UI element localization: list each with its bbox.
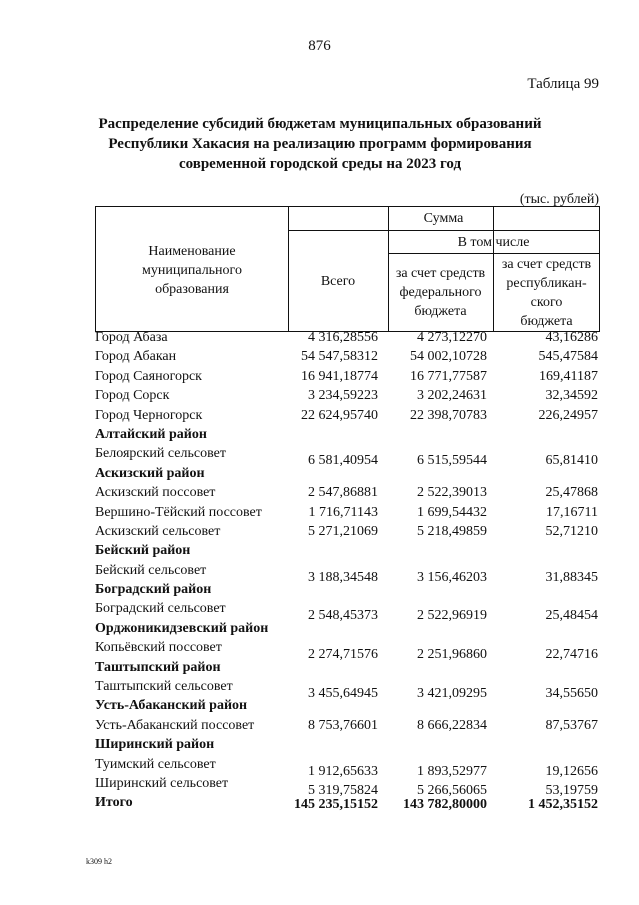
row-name: Аскизский сельсовет bbox=[95, 523, 221, 539]
district-row bbox=[95, 582, 615, 601]
row-name: Таштыпский сельсовет bbox=[95, 679, 233, 695]
row-name: Город Черногорск bbox=[95, 407, 203, 423]
table-row bbox=[95, 775, 615, 798]
row-name: Город Абаза bbox=[95, 330, 168, 345]
row-republic-value: 43,16286 bbox=[545, 330, 598, 345]
row-name: Туимский сельсовет bbox=[95, 756, 216, 772]
row-republic-value: 32,34592 bbox=[545, 388, 598, 404]
row-federal-value: 3 202,24631 bbox=[417, 388, 487, 404]
row-total-value: 1 716,71143 bbox=[308, 504, 378, 520]
header-text: федерального bbox=[399, 285, 482, 300]
units-label: (тыс. рублей) bbox=[519, 192, 599, 207]
row-name: Боградский район bbox=[95, 582, 212, 598]
header-text: за счет средств bbox=[501, 256, 592, 272]
row-federal-value: 1 893,52977 bbox=[417, 763, 487, 779]
row-federal-value: 2 251,96860 bbox=[417, 647, 487, 663]
row-republic-value: 34,55650 bbox=[545, 686, 598, 702]
row-federal-value: 3 421,09295 bbox=[417, 686, 487, 702]
row-total-value: 22 624,95740 bbox=[301, 407, 378, 423]
row-federal-value: 22 398,70783 bbox=[410, 407, 487, 423]
header-federal bbox=[388, 254, 493, 331]
table-row bbox=[95, 756, 615, 779]
row-total-value: 4 316,28556 bbox=[308, 330, 378, 345]
row-total-value: 8 753,76601 bbox=[308, 717, 378, 733]
header-text: за счет средств bbox=[395, 266, 486, 281]
header-sum: Сумма bbox=[423, 211, 464, 226]
row-total-value: 6 581,40954 bbox=[308, 453, 378, 469]
row-federal-value: 143 782,80000 bbox=[403, 797, 487, 813]
header-including: В том числе bbox=[457, 234, 530, 250]
district-row bbox=[95, 427, 615, 446]
row-name: Алтайский район bbox=[95, 426, 207, 442]
row-name: Ширинский район bbox=[95, 737, 215, 753]
table-row bbox=[95, 640, 615, 663]
row-federal-value: 16 771,77587 bbox=[410, 368, 487, 384]
table-row bbox=[95, 369, 615, 388]
table-row bbox=[95, 718, 615, 737]
table-row bbox=[95, 388, 615, 407]
row-republic-value: 25,47868 bbox=[545, 485, 598, 501]
row-federal-value: 4 273,12270 bbox=[417, 330, 487, 345]
row-republic-value: 25,48454 bbox=[545, 608, 598, 624]
row-total-value: 3 234,59223 bbox=[308, 388, 378, 404]
row-republic-value: 52,71210 bbox=[545, 523, 598, 539]
row-total-value: 5 319,75824 bbox=[308, 782, 378, 798]
table-row bbox=[95, 679, 615, 702]
row-total-value: 145 235,15152 bbox=[294, 797, 378, 813]
row-federal-value: 6 515,59544 bbox=[417, 453, 487, 469]
row-name: Город Абакан bbox=[95, 349, 177, 365]
row-republic-value: 17,16711 bbox=[546, 504, 598, 520]
row-name: Аскизский поссовет bbox=[95, 485, 216, 501]
district-row bbox=[95, 621, 615, 640]
row-republic-value: 19,12656 bbox=[545, 763, 598, 779]
row-name: Белоярский сельсовет bbox=[95, 446, 226, 462]
header-text: Наименование bbox=[148, 243, 236, 259]
table-title bbox=[60, 114, 580, 174]
row-total-value: 1 912,65633 bbox=[308, 763, 378, 779]
row-federal-value: 5 218,49859 bbox=[417, 523, 487, 539]
row-name: Орджоникидзевский район bbox=[95, 620, 269, 636]
title-line: Распределение субсидий бюджетам муниципальных образований bbox=[98, 116, 542, 132]
header-text: бюджета bbox=[520, 313, 573, 329]
row-name: Боградский сельсовет bbox=[95, 601, 226, 617]
row-total-value: 2 547,86881 bbox=[308, 485, 378, 501]
row-name: Усть-Абаканский поссовет bbox=[95, 717, 255, 733]
district-row bbox=[95, 466, 615, 485]
footer-code: k309 h2 bbox=[86, 857, 112, 866]
row-republic-value: 65,81410 bbox=[545, 453, 598, 469]
row-federal-value: 2 522,96919 bbox=[417, 608, 487, 624]
table-row bbox=[95, 485, 615, 504]
row-republic-value: 545,47584 bbox=[538, 349, 598, 365]
row-name: Копьёвский поссовет bbox=[95, 640, 222, 656]
title-line: Республики Хакасия на реализацию программ формирования bbox=[108, 136, 532, 152]
total-row bbox=[95, 795, 615, 814]
row-federal-value: 8 666,22834 bbox=[417, 717, 487, 733]
row-name: Таштыпский район bbox=[95, 659, 221, 675]
header-republic bbox=[494, 254, 599, 331]
table-row bbox=[95, 349, 615, 368]
table-row bbox=[95, 408, 615, 427]
row-republic-value: 1 452,35152 bbox=[528, 797, 598, 813]
district-row bbox=[95, 737, 615, 756]
district-row bbox=[95, 543, 615, 562]
table-row bbox=[95, 524, 615, 543]
district-row bbox=[95, 698, 615, 717]
row-federal-value: 3 156,46203 bbox=[417, 569, 487, 585]
row-total-value: 3 455,64945 bbox=[308, 686, 378, 702]
header-name-column bbox=[96, 207, 288, 333]
row-total-value: 54 547,58312 bbox=[301, 349, 378, 365]
table-row bbox=[95, 505, 615, 524]
row-name: Ширинский сельсовет bbox=[95, 775, 229, 791]
row-republic-value: 22,74716 bbox=[545, 647, 598, 663]
row-name: Усть-Абаканский район bbox=[95, 698, 248, 714]
row-federal-value: 5 266,56065 bbox=[417, 782, 487, 798]
row-federal-value: 2 522,39013 bbox=[417, 485, 487, 501]
title-line: современной городской среды на 2023 год bbox=[178, 156, 462, 172]
row-federal-value: 54 002,10728 bbox=[410, 349, 487, 365]
row-republic-value: 53,19759 bbox=[545, 782, 598, 798]
header-text: ского bbox=[530, 294, 563, 310]
row-total-value: 2 548,45373 bbox=[308, 608, 378, 624]
row-total-value: 16 941,18774 bbox=[301, 368, 378, 384]
row-republic-value: 226,24957 bbox=[538, 407, 598, 423]
row-name: Город Сорск bbox=[95, 388, 170, 404]
table-header bbox=[95, 206, 600, 332]
row-name: Аскизский район bbox=[95, 465, 205, 481]
row-total-value: 3 188,34548 bbox=[308, 569, 378, 585]
table-label: Таблица 99 bbox=[527, 76, 599, 92]
page-number: 876 bbox=[308, 38, 331, 54]
district-row bbox=[95, 660, 615, 679]
table-row bbox=[95, 601, 615, 624]
row-name: Город Саяногорск bbox=[95, 368, 202, 384]
row-name: Итого bbox=[95, 795, 133, 811]
row-name: Бейский район bbox=[95, 543, 191, 559]
row-republic-value: 169,41187 bbox=[539, 368, 598, 384]
row-name: Вершино-Тёйский поссовет bbox=[95, 504, 262, 520]
table-body bbox=[95, 330, 615, 815]
header-text: бюджета bbox=[414, 304, 467, 319]
row-total-value: 2 274,71576 bbox=[308, 647, 378, 663]
header-text: муниципального bbox=[142, 262, 242, 278]
table-row bbox=[95, 330, 615, 349]
table-row bbox=[95, 562, 615, 585]
header-total: Всего bbox=[320, 273, 356, 289]
header-text: республикан- bbox=[506, 275, 587, 291]
row-republic-value: 31,88345 bbox=[545, 569, 598, 585]
row-total-value: 5 271,21069 bbox=[308, 523, 378, 539]
row-name: Бейский сельсовет bbox=[95, 562, 207, 578]
table-row bbox=[95, 446, 615, 469]
row-republic-value: 87,53767 bbox=[545, 717, 598, 733]
header-text: образования bbox=[155, 281, 229, 297]
row-federal-value: 1 699,54432 bbox=[417, 504, 487, 520]
